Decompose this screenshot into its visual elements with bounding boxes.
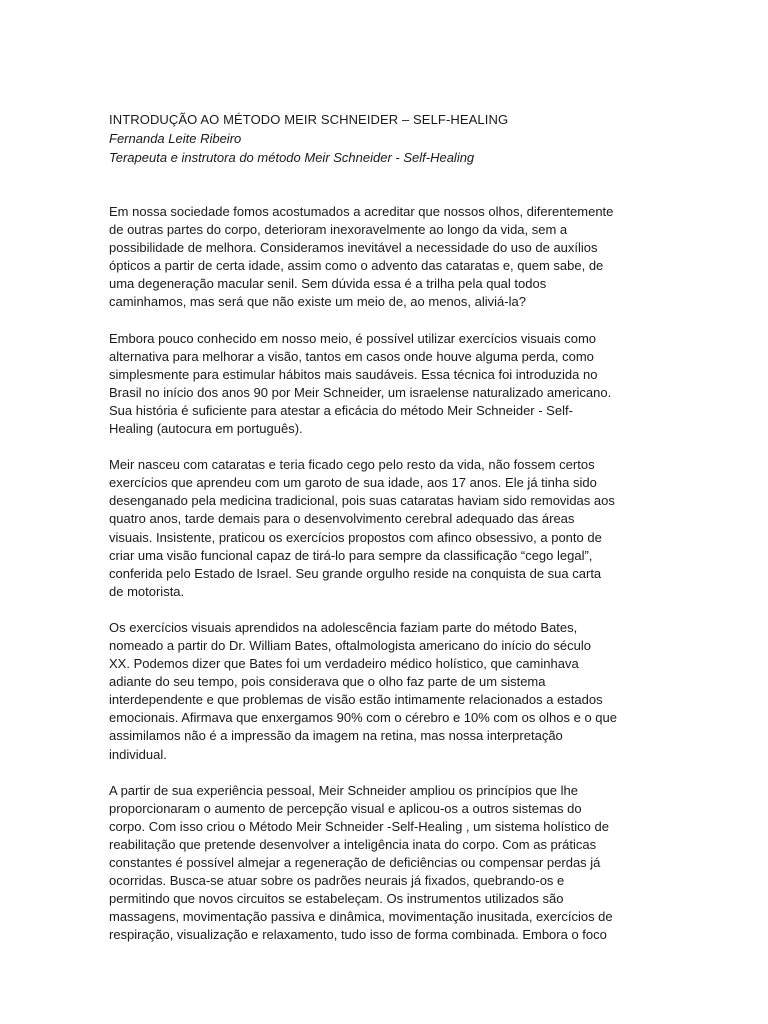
paragraph-line: assimilamos não é a impressão da imagem na retina, mas nossa interpretação — [109, 728, 563, 744]
paragraph-line: quatro anos, tarde demais para o desenvolvimento cerebral adequado das áreas — [109, 511, 575, 527]
paragraph-line: constantes é possível almejar a regeneração de deficiências ou compensar perdas já — [109, 855, 601, 870]
paragraph-line: ocorridas. Busca-se atuar sobre os padrões neurais já fixados, quebrando-os e — [109, 873, 565, 889]
paragraph — [109, 203, 669, 312]
paragraph-line: de outras partes do corpo, deterioram inexoravelmente ao longo da vida, sem a — [109, 222, 568, 238]
paragraph-line: conferida pelo Estado de Israel. Seu grande orgulho reside na conquista de sua carta — [109, 565, 602, 581]
paragraph-line: ópticos a partir de certa idade, assim como o advento das cataratas e, quem sabe, de — [109, 258, 604, 274]
paragraph-line: Em nossa sociedade fomos acostumados a acreditar que nossos olhos, diferentemente — [109, 204, 614, 219]
paragraph-line: caminhamos, mas será que não existe um meio de, ao menos, aliviá-la? — [109, 294, 526, 310]
paragraph-line: A partir de sua experiência pessoal, Meir Schneider ampliou os princípios que lhe — [109, 782, 578, 798]
paragraph-line: nomeado a partir do Dr. William Bates, oftalmologista americano do início do século — [109, 637, 591, 653]
paragraph — [109, 330, 669, 439]
paragraph-line: Healing (autocura em português). — [109, 421, 303, 437]
paragraph-line: massagens, movimentação passiva e dinâmica, movimentação inusitada, exercícios de — [109, 909, 613, 925]
paragraph-line: emocionais. Afirmava que enxergamos 90% com o cérebro e 10% com os olhos e o que — [109, 710, 617, 726]
document-header — [109, 110, 669, 167]
paragraph-line: reabilitação que pretende desenvolver a inteligência inata do corpo. Com as práticas — [109, 836, 597, 852]
paragraph-line: exercícios que aprendeu com um garoto de sua idade, aos 17 anos. Ele já tinha sido — [109, 475, 597, 491]
paragraph-line: permitindo que novos circuitos se estabeleçam. Os instrumentos utilizados são — [109, 891, 564, 907]
paragraph-line: alternativa para melhorar a visão, tantos em casos onde houve alguma perda, como — [109, 348, 594, 364]
paragraph-line: criar uma visão funcional capaz de tirá-lo para sempre da classificação “cego legal”, — [109, 547, 593, 563]
paragraph-line: de motorista. — [109, 583, 185, 599]
paragraph-line: adiante do seu tempo, pois considerava que o olho faz parte de um sistema — [109, 674, 546, 690]
paragraph-line: uma degeneração macular senil. Sem dúvida essa é a trilha pela qual todos — [109, 276, 547, 292]
paragraph-line: XX. Podemos dizer que Bates foi um verdadeiro médico holístico, que caminhava — [109, 656, 579, 672]
paragraph-line: Sua história é suficiente para atestar a eficácia do método Meir Schneider - Self- — [109, 402, 573, 418]
document-title: INTRODUÇÃO AO MÉTODO MEIR SCHNEIDER – SELF-HEALING — [109, 112, 509, 127]
author-role: Terapeuta e instrutora do método Meir Schneider - Self-Healing — [109, 150, 475, 165]
paragraph-line: respiração, visualização e relaxamento, tudo isso de forma combinada. Embora o foco — [109, 927, 607, 943]
paragraph — [109, 782, 669, 945]
paragraph-line: desenganado pela medicina tradicional, pois suas cataratas haviam sido removidas aos — [109, 493, 615, 509]
paragraph-line: visuais. Insistente, praticou os exercícios propostos com afinco obsessivo, a ponto de — [109, 529, 602, 545]
paragraph-line: individual. — [109, 746, 167, 762]
paragraph-line: Embora pouco conhecido em nosso meio, é possível utilizar exercícios visuais como — [109, 330, 597, 346]
paragraph-line: Os exercícios visuais aprendidos na adolescência faziam parte do método Bates, — [109, 619, 578, 635]
paragraph-line: interdependente e que problemas de visão estão intimamente relacionados a estados — [109, 692, 603, 708]
paragraph — [109, 619, 669, 764]
paragraph-line: corpo. Com isso criou o Método Meir Schneider -Self-Healing , um sistema holístico de — [109, 818, 609, 834]
paragraph — [109, 456, 669, 601]
author-name: Fernanda Leite Ribeiro — [109, 131, 242, 146]
paragraph-line: proporcionaram o aumento de percepção visual e aplicou-os a outros sistemas do — [109, 800, 582, 816]
paragraph-line: simplesmente para estimular hábitos mais saudáveis. Essa técnica foi introduzida no — [109, 366, 598, 382]
paragraph-line: Meir nasceu com cataratas e teria ficado cego pelo resto da vida, não fossem certos — [109, 457, 595, 473]
document-body — [109, 203, 669, 962]
paragraph-line: possibilidade de melhora. Consideramos inevitável a necessidade do uso de auxílios — [109, 240, 598, 256]
paragraph-line: Brasil no início dos anos 90 por Meir Schneider, um israelense naturalizado americano. — [109, 384, 612, 400]
